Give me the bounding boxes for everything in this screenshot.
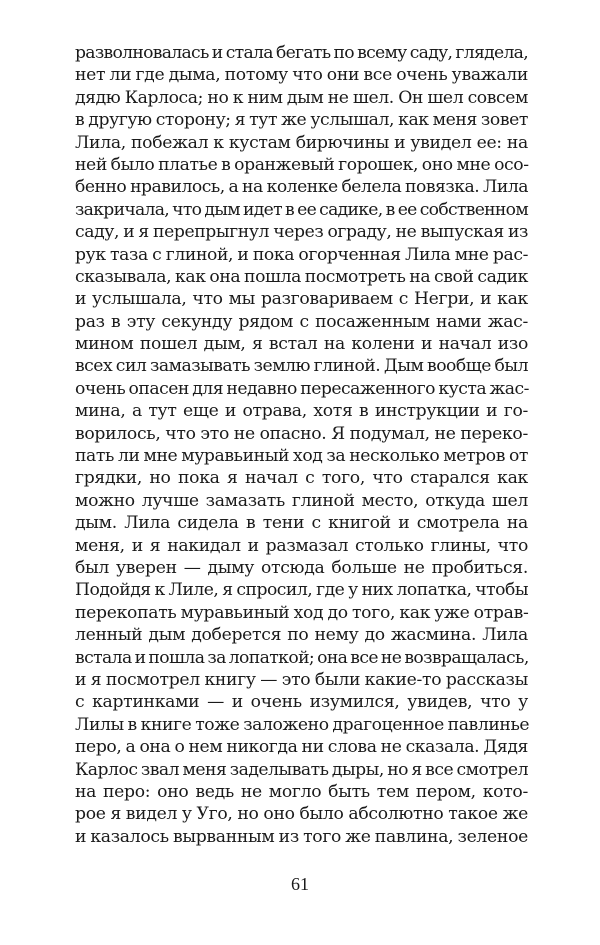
page-text — [75, 42, 528, 848]
text-line: мина, а тут еще и отрава, хотя в инструкции и го- — [75, 401, 528, 422]
text-line: ворилось, что это не опасно. Я подумал, не переко- — [75, 423, 528, 444]
text-line: перекопать муравьиный ход до того, как уже отрав- — [75, 602, 529, 623]
text-line: очень опасен для недавно пересаженного куста жас- — [75, 378, 529, 399]
text-line: раз в эту секунду рядом с посаженным нами жас- — [75, 311, 528, 332]
text-line: Лилы в книге тоже заложено драгоценное павлинье — [75, 714, 530, 735]
text-line: дым. Лила сидела в тени с книгой и смотрела на — [75, 513, 528, 534]
text-line: закричала, что дым идет в ее садике, в ее собственном — [75, 199, 528, 220]
text-line: Лила, побежал к кустам бирючины и увидел ее: на — [75, 132, 528, 153]
text-line: Карлос звал меня заделывать дыры, но я все смотрел — [75, 759, 528, 780]
text-line: рук таза с глиной, и пока огорченная Лила мне рас- — [75, 244, 528, 265]
text-line: ней было платье в оранжевый горошек, оно мне осо- — [75, 154, 529, 175]
text-line: и я посмотрел книгу — это были какие-то рассказы — [75, 669, 528, 690]
text-line: и казалось вырванным из того же павлина, зеленое — [75, 826, 528, 847]
text-line: перо, а она о нем никогда ни слова не сказала. Дядя — [75, 737, 528, 758]
text-line: можно лучше замазать глиной место, откуда шел — [75, 490, 528, 511]
text-line: грядки, но пока я начал с того, что старался как — [75, 468, 528, 489]
text-line: в другую сторону; я тут же услышал, как меня зовет — [75, 110, 528, 131]
text-line: с картинками — и очень изумился, увидев, что у — [75, 692, 528, 713]
text-line: встала и пошла за лопаткой; она все не возвращалась, — [75, 647, 529, 668]
text-line: саду, и я перепрыгнул через ограду, не выпуская из — [75, 222, 528, 243]
text-line: меня, и я накидал и размазал столько глины, что — [75, 535, 528, 556]
text-line: всех сил замазывать землю глиной. Дым вообще был — [75, 356, 528, 377]
text-line: Подойдя к Лиле, я спросил, где у них лопатка, чтобы — [75, 580, 528, 601]
text-line: нет ли где дыма, потому что они все очень уважали — [75, 65, 528, 86]
page-number: 61 — [291, 874, 309, 894]
text-line: рое я видел у Уго, но оно было абсолютно такое же — [75, 804, 528, 825]
text-line: был уверен — дыму отсюда больше не пробиться. — [75, 557, 528, 578]
text-line: бенно нравилось, а на коленке белела повязка. Лила — [75, 177, 528, 198]
text-line: ленный дым доберется по нему до жасмина. Лила — [75, 625, 528, 646]
text-line: мином пошел дым, я встал на колени и начал изо — [75, 334, 528, 355]
text-line: пать ли мне муравьиный ход за несколько метров от — [75, 446, 528, 467]
text-line: дядю Карлоса; но к ним дым не шел. Он шел совсем — [75, 87, 528, 108]
text-line: сказывала, как она пошла посмотреть на свой садик — [75, 266, 528, 287]
text-line: и услышала, что мы разговариваем с Негри, и как — [75, 289, 528, 310]
text-line: на перо: оно ведь не могло быть тем пером, кото- — [75, 781, 528, 802]
text-line: разволновалась и стала бегать по всему саду, глядела, — [75, 43, 528, 63]
